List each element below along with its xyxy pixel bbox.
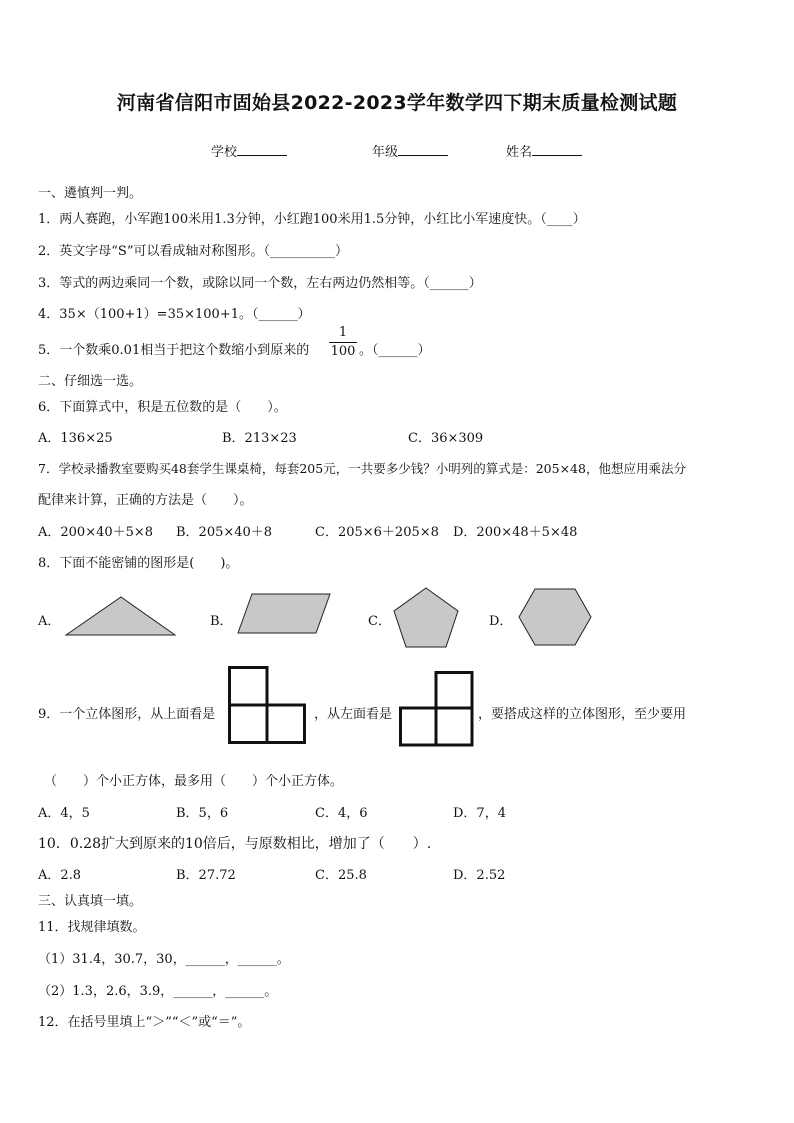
pentagon-shape xyxy=(390,585,462,651)
fraction-denominator: 100 xyxy=(330,344,356,359)
grade-field xyxy=(372,141,448,160)
question-8-option-c[interactable]: C． xyxy=(368,614,391,629)
question-7-line-2: 配律来计算，正确的方法是（ ）。 xyxy=(38,493,253,508)
question-9-option-c[interactable]: C．4，6 xyxy=(315,806,368,821)
question-6-option-c[interactable]: C．36×309 xyxy=(408,431,484,446)
section-heading-choose: 二、仔细选一选。 xyxy=(38,374,143,389)
question-8-stem: 8．下面不能密铺的图形是( )。 xyxy=(38,556,239,571)
question-12-stem: 12．在括号里填上“＞”“＜”或“＝”。 xyxy=(38,1015,251,1030)
section-heading-judge: 一、遴慎判一判。 xyxy=(38,186,143,201)
name-blank[interactable] xyxy=(532,142,582,156)
question-9-part-2: ，从左面看是 xyxy=(314,707,393,722)
question-8-option-d[interactable]: D． xyxy=(489,614,513,629)
question-5-text: 5．一个数乘0.01相当于把这个数缩小到原来的 xyxy=(38,343,310,358)
school-label: 学校 xyxy=(211,145,238,160)
question-6-stem: 6．下面算式中，积是五位数的是（ ）。 xyxy=(38,400,287,415)
question-11-part-2: （2）1.3，2.6，3.9，______，______。 xyxy=(38,984,278,999)
fraction-numerator: 1 xyxy=(329,325,357,343)
question-10-option-b[interactable]: B．27.72 xyxy=(176,868,236,883)
question-9-option-d[interactable]: D．7，4 xyxy=(453,806,506,821)
school-blank[interactable] xyxy=(237,142,287,156)
parallelogram-shape xyxy=(234,590,334,638)
name-field xyxy=(506,141,582,160)
page-title: 河南省信阳市固始县2022-2023学年数学四下期末质量检测试题 xyxy=(116,92,678,114)
grade-label: 年级 xyxy=(372,145,399,160)
question-5-blank: 。（______） xyxy=(359,343,431,358)
hexagon-shape xyxy=(515,587,595,649)
question-7-option-d[interactable]: D．200×48＋5×48 xyxy=(453,525,578,540)
question-7-option-a[interactable]: A．200×40＋5×8 xyxy=(38,525,154,540)
question-11-stem: 11．找规律填数。 xyxy=(38,920,146,935)
question-6-option-a[interactable]: A．136×25 xyxy=(38,431,113,446)
question-7-option-c[interactable]: C．205×6＋205×8 xyxy=(315,525,439,540)
question-10-stem: 10．0.28扩大到原来的10倍后，与原数相比，增加了（ ）. xyxy=(38,836,432,852)
question-10-option-c[interactable]: C．25.8 xyxy=(315,868,367,883)
question-7-line-1: 7．学校录播教室要购买48套学生课桌椅，每套205元，一共要多少钱？小明列的算式是：205×48，他想应用乘法分 xyxy=(38,461,686,476)
question-9-line-2: （ ）个小正方体，最多用（ ）个小正方体。 xyxy=(44,774,344,789)
school-field xyxy=(211,141,287,160)
question-9-option-b[interactable]: B．5，6 xyxy=(176,806,229,821)
question-3: 3．等式的两边乘同一个数，或除以同一个数，左右两边仍然相等。（______） xyxy=(38,276,482,291)
question-10-option-d[interactable]: D．2.52 xyxy=(453,868,506,883)
question-6-option-b[interactable]: B．213×23 xyxy=(222,431,297,446)
question-1: 1．两人赛跑，小军跑100米用1.3分钟，小红跑100米用1.5分钟，小红比小军速度快。（____） xyxy=(38,212,586,227)
top-view-diagram xyxy=(228,666,310,748)
fraction-one-hundredth xyxy=(329,325,357,360)
question-8-option-a[interactable]: A． xyxy=(38,614,61,629)
question-9-option-a[interactable]: A．4，5 xyxy=(38,806,90,821)
question-9-part-3: ，要搭成这样的立体图形，至少要用 xyxy=(478,707,687,722)
triangle-shape xyxy=(60,592,180,640)
question-7-option-b[interactable]: B．205×40＋8 xyxy=(176,525,273,540)
question-8-option-b[interactable]: B． xyxy=(210,614,233,629)
question-4: 4．35×（100+1）=35×100+1。（______） xyxy=(38,307,311,322)
question-2: 2．英文字母“S”可以看成轴对称图形。（__________） xyxy=(38,244,348,259)
section-heading-fill: 三、认真填一填。 xyxy=(38,894,143,909)
grade-blank[interactable] xyxy=(398,142,448,156)
question-9-part-1: 9．一个立体图形，从上面看是 xyxy=(38,707,216,722)
question-11-part-1: （1）31.4，30.7，30，______，______。 xyxy=(38,952,290,967)
name-label: 姓名 xyxy=(506,145,533,160)
question-10-option-a[interactable]: A．2.8 xyxy=(38,868,82,883)
left-view-diagram xyxy=(399,671,477,749)
